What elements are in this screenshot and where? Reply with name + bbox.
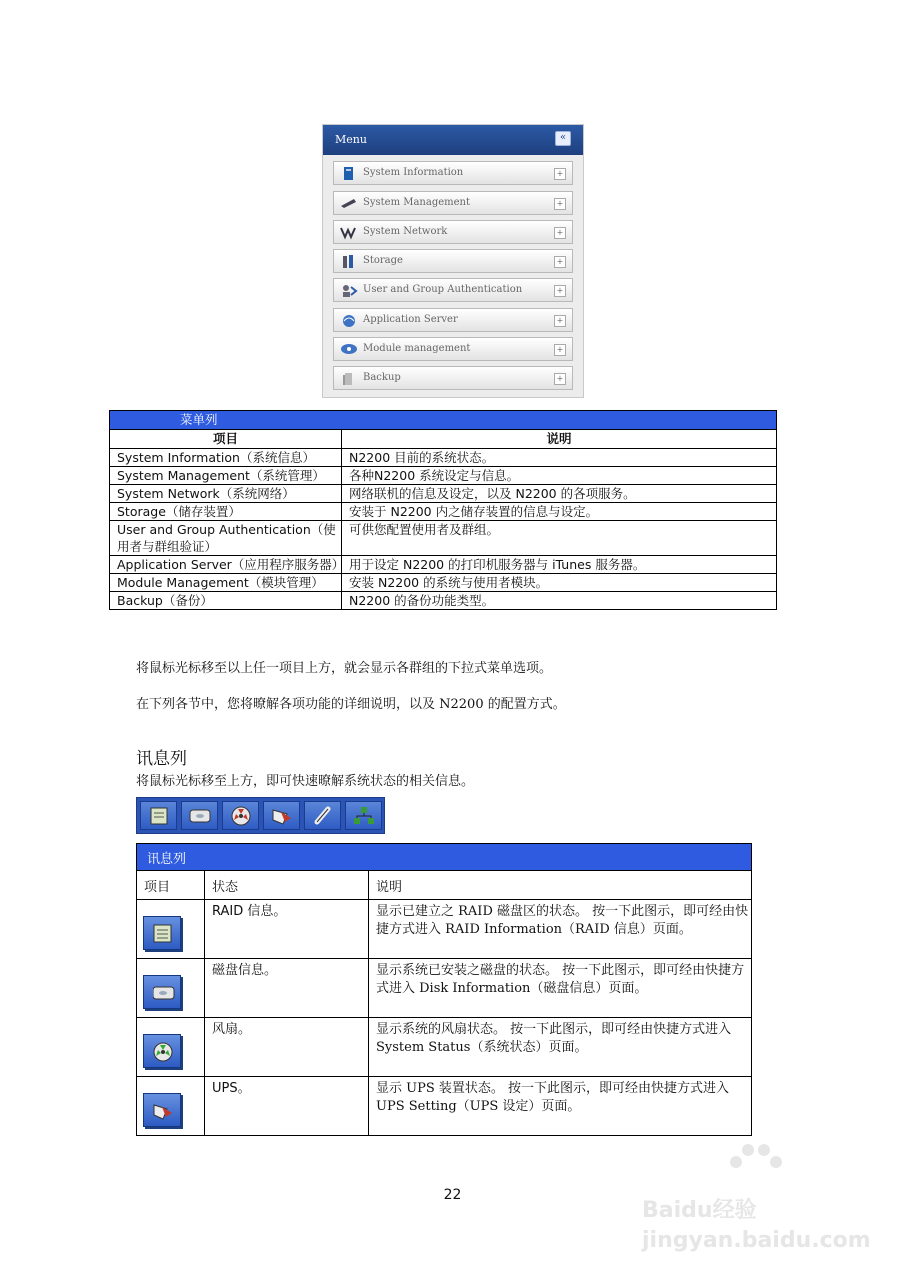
paw-logo-icon (726, 1140, 786, 1180)
menu-title: Menu (335, 133, 367, 146)
menu-item-system-network[interactable]: System Network + (333, 220, 573, 244)
menu-item-module-management[interactable]: Module management + (333, 337, 573, 361)
menu-table (109, 410, 777, 610)
table-row: Application Server（应用程序服务器） 用于设定 N2200 的打印机服务器与 iTunes 服务器。 (110, 556, 777, 574)
col-status-header: 状态 (205, 871, 369, 900)
expand-icon[interactable]: + (554, 168, 566, 180)
ups-icon[interactable] (263, 801, 300, 830)
table-row: System Information（系统信息） N2200 目前的系统状态。 (110, 449, 777, 467)
table-row: 磁盘信息。 显示系统已安装之磁盘的状态。 按一下此图示，即可经由快捷方式进入 Disk Information（磁盘信息）页面。 (137, 959, 752, 1018)
expand-icon[interactable]: + (554, 344, 566, 356)
col-desc-header: 说明 (369, 871, 752, 900)
info-table-banner: 讯息列 (137, 844, 752, 871)
col-desc-header: 说明 (342, 430, 777, 449)
table-row: Backup（备份） N2200 的备份功能类型。 (110, 592, 777, 610)
section-intro: 将鼠标光标移至上方，即可快速暸解系统状态的相关信息。 (136, 774, 475, 789)
raid-icon[interactable] (140, 801, 177, 830)
table-row: 风扇。 显示系统的风扇状态。 按一下此图示，即可经由快捷方式进入 System Status（系统状态）页面。 (137, 1018, 752, 1077)
system-management-icon (340, 196, 358, 211)
expand-icon[interactable]: + (554, 198, 566, 210)
fan-icon[interactable] (143, 1034, 181, 1068)
menu-table-banner: 菜单列 (110, 411, 777, 430)
menu-panel (322, 124, 584, 398)
fan-icon[interactable] (222, 801, 259, 830)
module-management-icon (340, 342, 358, 357)
watermark-text: Baidu经验 jingyan.baidu.com (642, 1198, 871, 1253)
collapse-icon[interactable]: « (555, 131, 571, 146)
table-row: System Management（系统管理） 各种N2200 系统设定与信息。 (110, 467, 777, 485)
expand-icon[interactable]: + (554, 373, 566, 385)
menu-item-system-information[interactable]: System Information + (333, 161, 573, 185)
menu-item-storage[interactable]: Storage + (333, 249, 573, 273)
section-title: 讯息列 (136, 749, 187, 769)
application-server-icon (340, 313, 358, 328)
expand-icon[interactable]: + (554, 315, 566, 327)
col-item-header: 项目 (110, 430, 342, 449)
menu-item-system-management[interactable]: System Management + (333, 191, 573, 215)
disk-icon[interactable] (143, 975, 181, 1009)
paragraph-hover-hint: 将鼠标光标移至以上任一项目上方，就会显示各群组的下拉式菜单选项。 (136, 661, 553, 676)
table-row: Module Management（模块管理） 安装 N2200 的系统与使用者模块。 (110, 574, 777, 592)
menu-item-user-group-authentication[interactable]: User and Group Authentication + (333, 278, 573, 302)
backup-icon (340, 371, 358, 386)
page-number: 22 (443, 1187, 462, 1203)
user-group-icon (340, 283, 358, 298)
storage-icon (340, 254, 358, 269)
watermark (638, 1140, 871, 1270)
expand-icon[interactable]: + (554, 256, 566, 268)
menu-item-application-server[interactable]: Application Server + (333, 308, 573, 332)
expand-icon[interactable]: + (554, 285, 566, 297)
table-row: System Network（系统网络） 网络联机的信息及设定，以及 N2200 的各项服务。 (110, 485, 777, 503)
link-icon[interactable] (304, 801, 341, 830)
ups-icon[interactable] (143, 1093, 181, 1127)
table-row: Storage（储存装置） 安装于 N2200 内之储存装置的信息与设定。 (110, 503, 777, 521)
status-bar (136, 797, 385, 834)
raid-icon[interactable] (143, 916, 181, 950)
expand-icon[interactable]: + (554, 227, 566, 239)
network-icon[interactable] (345, 801, 382, 830)
table-row: RAID 信息。 显示已建立之 RAID 磁盘区的状态。 按一下此图示，即可经由快捷方式进入 RAID Information（RAID 信息）页面。 (137, 900, 752, 959)
disk-icon[interactable] (181, 801, 218, 830)
table-row: User and Group Authentication（使用者与群组验证） 可供您配置使用者及群组。 (110, 521, 777, 556)
system-network-icon (340, 225, 358, 240)
menu-header (323, 125, 583, 155)
info-table (136, 843, 752, 1136)
col-item-header: 项目 (137, 871, 205, 900)
menu-item-backup[interactable]: Backup + (333, 366, 573, 390)
table-row: UPS。 显示 UPS 装置状态。 按一下此图示，即可经由快捷方式进入 UPS Setting（UPS 设定）页面。 (137, 1077, 752, 1136)
system-information-icon (340, 166, 358, 181)
paragraph-sections-intro: 在下列各节中，您将暸解各项功能的详细说明，以及 N2200 的配置方式。 (136, 697, 566, 712)
